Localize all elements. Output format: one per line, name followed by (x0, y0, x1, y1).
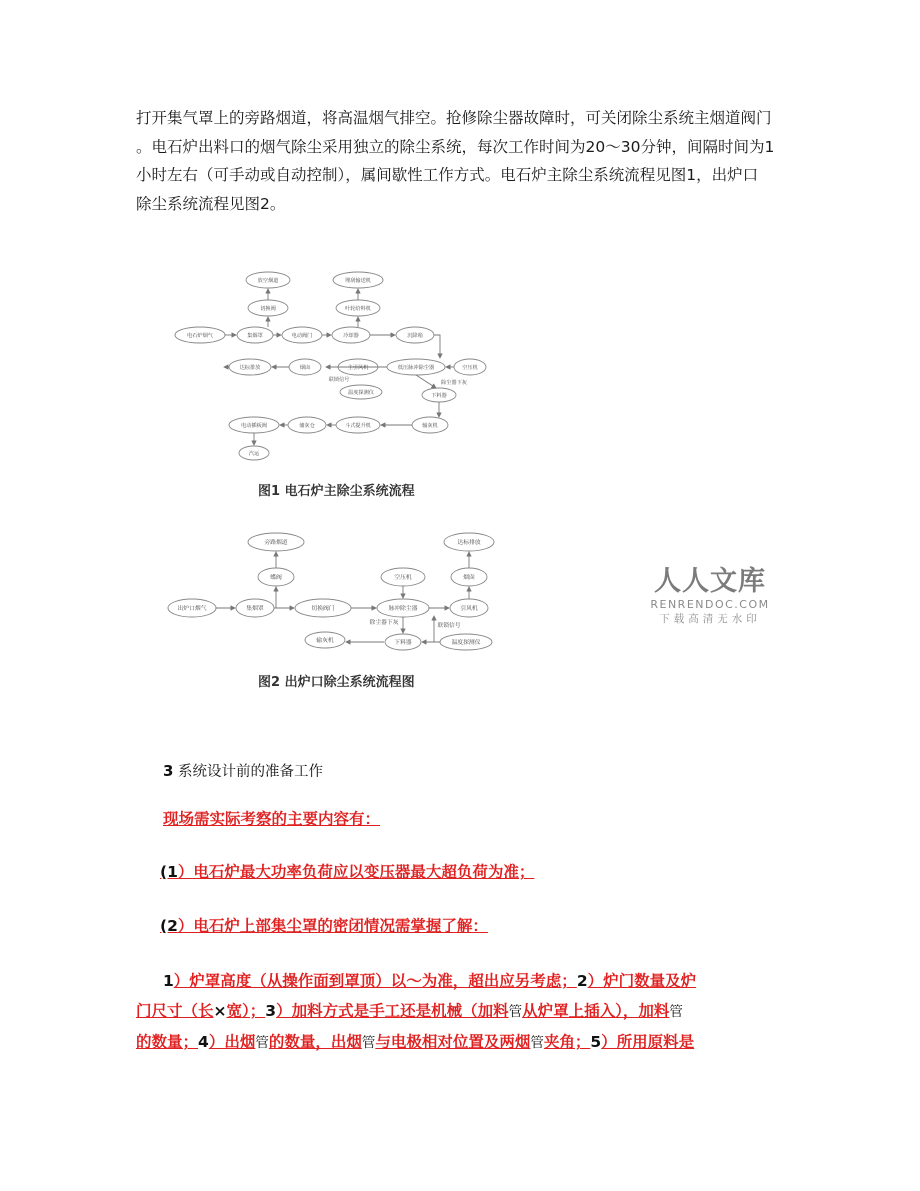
node-electric-valve: 电动阀门 (291, 333, 313, 339)
body-line-2: 门尺寸（长×宽）；3）加料方式是手工还是机械（加料管从炉罩上插入），加料管 (136, 1002, 683, 1020)
item-2-number: (2 (160, 917, 178, 935)
node-settling-box: 沉降箱 (407, 333, 423, 339)
figure-1-caption: 图1 电石炉主除尘系统流程 (258, 484, 415, 499)
text-line: 除尘系统流程见图2。 (136, 194, 286, 213)
content-item-1 (160, 860, 534, 882)
node-ash-conveyor: 输灰机 (316, 638, 334, 644)
node-emission: 达标排放 (457, 540, 481, 546)
node-discharger: 下料器 (394, 640, 412, 646)
intro-paragraph (136, 104, 784, 218)
content-intro-text: 现场需实际考察的主要内容有： (163, 810, 381, 828)
item-2-text: ）电石炉上部集尘罩的密闭情况需掌握了解： (177, 917, 488, 935)
watermark (648, 566, 772, 626)
node-tap-gas: 出炉口烟气 (177, 606, 207, 612)
node-switch-valve: 切换阀门 (311, 606, 335, 612)
node-air-compressor: 空压机 (462, 365, 478, 371)
section-title: 系统设计前的准备工作 (178, 764, 324, 780)
node-scraper-conveyor: 埋刮输送机 (345, 278, 371, 284)
figure-2-flowchart (170, 530, 510, 659)
watermark-brand: 人人文库 (654, 566, 766, 597)
node-flap-valve: 切换阀 (260, 306, 276, 312)
node-storage: 储灰仓 (299, 423, 315, 429)
node-truck: 汽运 (248, 451, 260, 457)
content-intro (163, 807, 380, 829)
content-item-2 (160, 914, 488, 936)
body-line-3: 的数量；4）出烟管的数量，出烟管与电极相对位置及两烟管夹角；5）所用原料是 (136, 1033, 695, 1051)
node-air-compressor: 空压机 (394, 575, 412, 581)
watermark-slogan: 下载高清无水印 (659, 613, 761, 625)
body-line-1: 1）炉罩高度（从操作面到罩顶）以～为准，超出应另考虑；2）炉门数量及炉 (163, 972, 697, 990)
section-heading (163, 760, 323, 781)
figure-2-caption: 图2 出炉口除尘系统流程图 (258, 675, 415, 690)
node-electric-gate: 电动插板阀 (241, 423, 267, 429)
text-line: 。电石炉出料口的烟气除尘采用独立的除尘系统，每次工作时间为20～30分钟，间隔时间为1 (136, 137, 775, 156)
node-chimney: 烟囱 (463, 575, 475, 581)
label-interlock: 联锁信号 (328, 377, 350, 383)
node-temp-probe: 温度探测仪 (348, 390, 374, 396)
content-body (136, 966, 786, 1058)
node-discharger: 下料器 (431, 393, 447, 399)
node-screw-conveyor: 叶轮给料机 (345, 306, 371, 312)
section-number: 3 (163, 762, 174, 780)
item-1-text: ）电石炉最大功率负荷应以变压器最大超负荷为准； (177, 863, 535, 881)
watermark-url: RENRENDOC.COM (650, 598, 770, 611)
node-fan: 引风机 (460, 606, 478, 612)
node-pulse-filter: 低压脉冲除尘器 (397, 365, 435, 371)
label-interlock: 联锁信号 (437, 623, 461, 629)
node-hood: 集烟罩 (246, 606, 264, 612)
node-hood: 集烟罩 (247, 333, 263, 339)
label-dust-down: 除尘器下灰 (441, 380, 467, 386)
label-dust-down: 除尘器下灰 (369, 620, 399, 626)
node-furnace-gas: 电石炉烟气 (187, 333, 213, 339)
node-pulse-filter: 脉冲除尘器 (388, 606, 418, 612)
node-emission: 达标排放 (239, 365, 261, 371)
text-line: 小时左右（可手动或自动控制），属间歇性工作方式。电石炉主除尘系统流程见图1，出炉口 (136, 166, 759, 184)
node-temp-probe: 温度探测仪 (451, 640, 481, 646)
node-bypass-open: 放空烟道 (257, 278, 279, 284)
figure-1-flowchart (170, 262, 478, 471)
node-bucket-elevator: 斗式提升机 (345, 423, 371, 429)
node-main-fan: 主引风机 (347, 365, 369, 371)
text-line: 打开集气罩上的旁路烟道，将高温烟气排空。抢修除尘器故障时，可关闭除尘系统主烟道阀门 (136, 109, 772, 127)
node-butterfly-valve: 蝶阀 (270, 575, 282, 581)
node-ash-conveyor: 输灰机 (422, 423, 438, 429)
node-chimney: 烟囱 (299, 365, 311, 371)
item-1-number: (1 (160, 863, 178, 881)
node-bypass: 旁路烟道 (264, 540, 288, 546)
node-cooler: 冷却器 (343, 333, 359, 339)
